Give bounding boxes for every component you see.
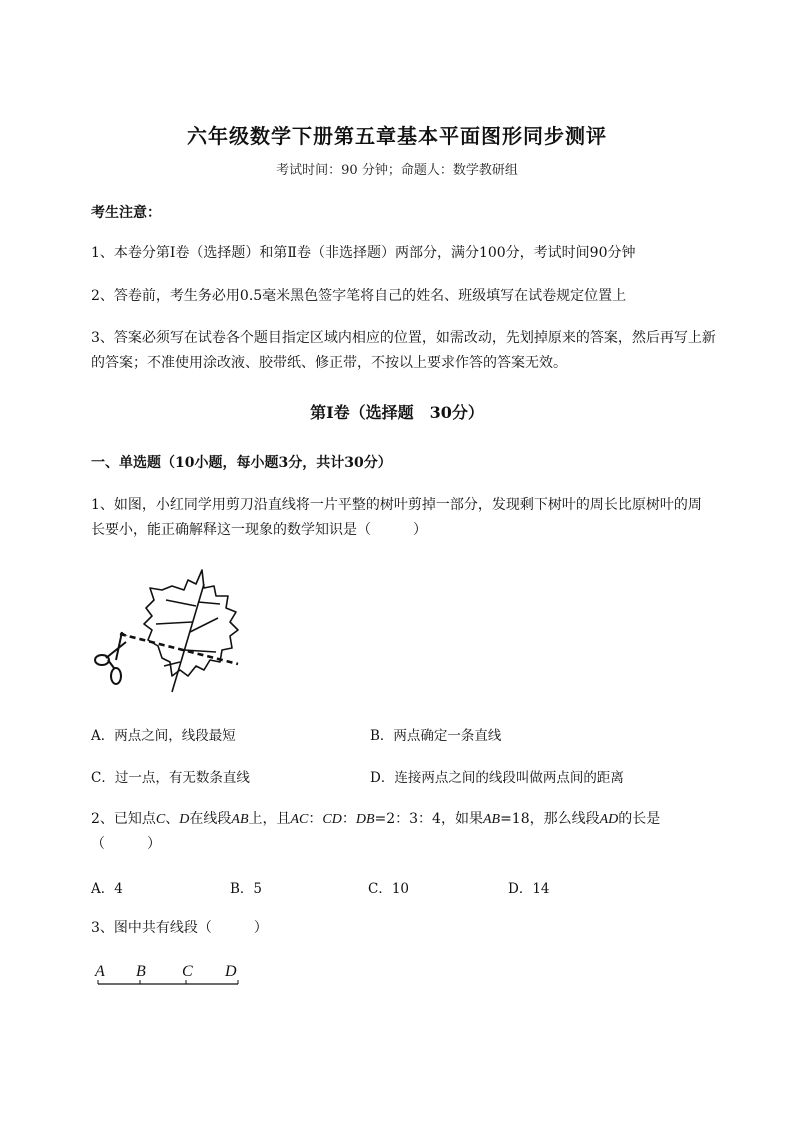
notice-heading: 考生注意： <box>91 205 161 221</box>
q2-option-c: C．10 <box>368 881 410 897</box>
exam-subtitle: 考试时间：90 分钟；命题人：数学教研组 <box>276 163 518 178</box>
notice-item-3-cont: 的答案；不准使用涂改液、胶带纸、修正带，不按以上要求作答的答案无效。 <box>91 355 567 371</box>
point-label-d: D <box>225 963 237 980</box>
question-2-line-2: （ ） <box>91 836 161 852</box>
point-label-b: B <box>136 963 146 980</box>
section-title: 第Ⅰ卷（选择题 30分） <box>310 403 484 422</box>
notice-item-2: 2、答卷前，考生务必用0.5毫米黑色签字笔将自己的姓名、班级填写在试卷规定位置上 <box>91 288 627 304</box>
segment-figure <box>94 978 244 990</box>
part-heading: 一、单选题（10小题，每小题3分，共计30分） <box>91 455 392 471</box>
question-3-line: 3、图中共有线段（ ） <box>91 920 268 936</box>
q2-option-a: A．4 <box>91 881 123 897</box>
exam-title: 六年级数学下册第五章基本平面图形同步测评 <box>187 124 607 148</box>
point-label-c: C <box>182 963 193 980</box>
point-label-a: A <box>95 963 105 980</box>
question-1-line-2: 长要小，能正确解释这一现象的数学知识是（ ） <box>91 522 427 538</box>
q1-option-d: D．连接两点之间的线段叫做两点间的距离 <box>370 770 624 786</box>
notice-item-1: 1、本卷分第Ⅰ卷（选择题）和第Ⅱ卷（非选择题）两部分，满分100分，考试时间90分钟 <box>91 245 636 261</box>
leaf-scissors-figure <box>92 566 252 696</box>
notice-item-3: 3、答案必须写在试卷各个题目指定区域内相应的位置，如需改动，先划掉原来的答案，然后再写上新 <box>91 330 716 346</box>
q1-option-c: C．过一点，有无数条直线 <box>91 770 250 786</box>
q1-option-a: A．两点之间，线段最短 <box>91 728 236 744</box>
question-1-line-1: 1、如图，小红同学用剪刀沿直线将一片平整的树叶剪掉一部分，发现剩下树叶的周长比原树叶的周 <box>91 497 702 513</box>
q2-option-b: B．5 <box>230 881 263 897</box>
question-2-line-1: 2、已知点C、D在线段AB上，且AC：CD：DB=2：3：4，如果AB=18，那么线段AD的长是 <box>91 811 661 827</box>
q1-option-b: B．两点确定一条直线 <box>370 728 502 744</box>
q2-option-d: D．14 <box>508 881 550 897</box>
